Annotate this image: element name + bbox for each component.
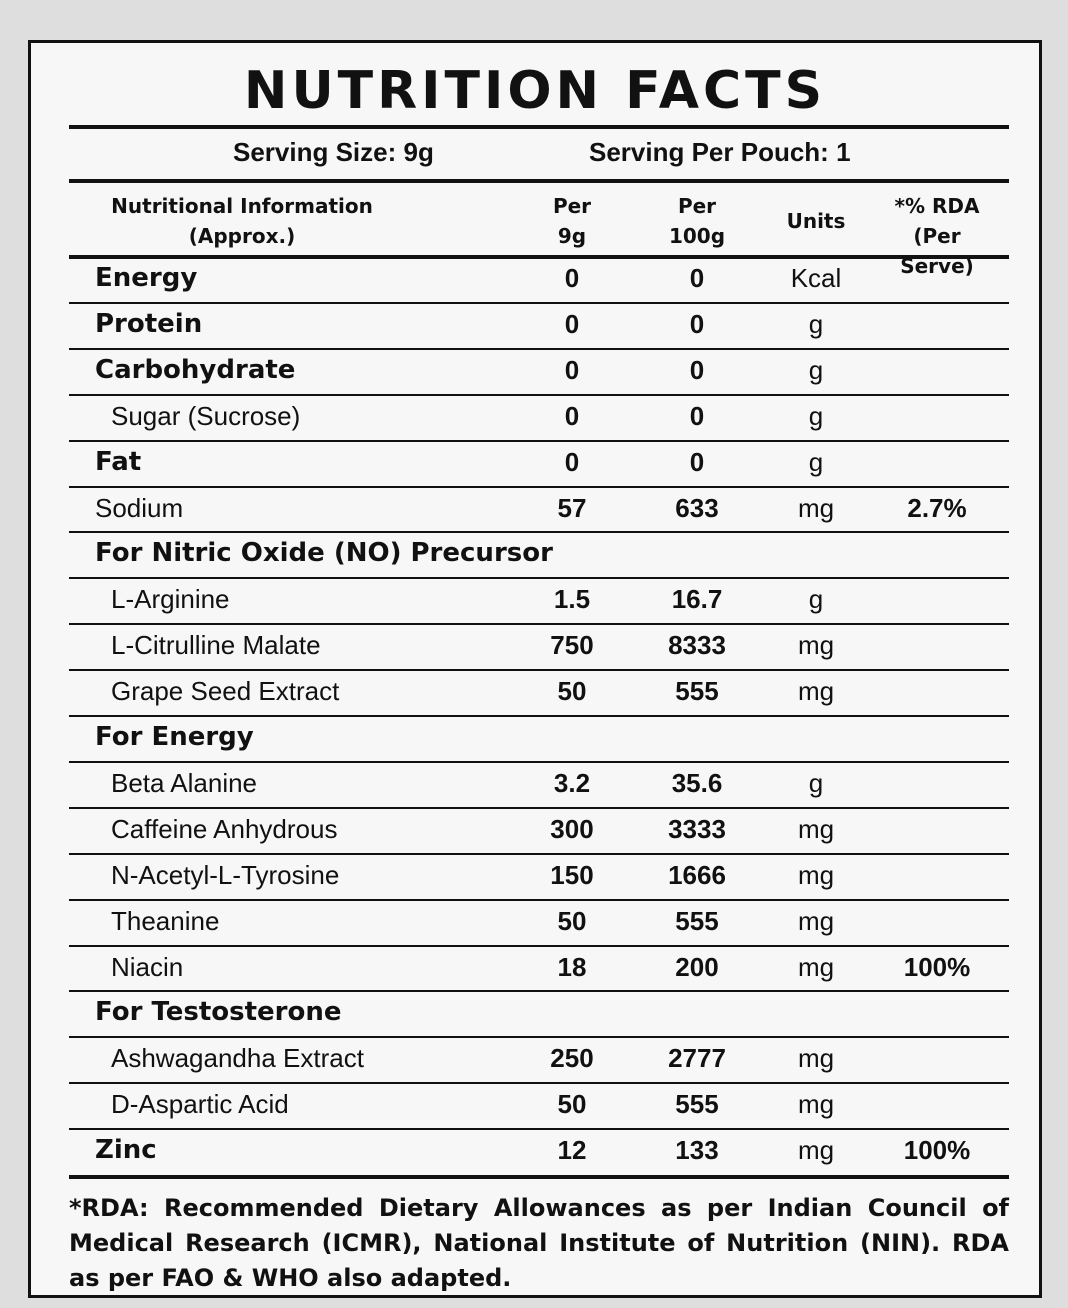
header-label: 9g — [557, 224, 587, 248]
nutrient-name: Fat — [95, 446, 142, 477]
per-100g-value: 3333 — [668, 813, 726, 844]
section-heading-row — [31, 716, 1039, 762]
nutrient-name: Niacin — [111, 951, 184, 982]
table-row — [31, 624, 1039, 670]
table-row — [31, 900, 1039, 946]
nutrient-name: For Nitric Oxide (NO) Precursor — [95, 538, 553, 569]
header-label: Per — [677, 194, 717, 218]
unit-value: mg — [797, 492, 835, 523]
table-row — [31, 1037, 1039, 1083]
nutrient-name: Ashwagandha Extract — [111, 1043, 364, 1074]
unit-value: mg — [797, 951, 835, 982]
nutrient-name: L-Arginine — [111, 584, 230, 615]
per-9g-value: 0 — [564, 354, 580, 385]
header-label: (Per Serve) — [900, 224, 974, 278]
divider — [69, 1175, 1009, 1179]
table-row — [31, 578, 1039, 624]
nutrient-name: Sugar (Sucrose) — [111, 400, 301, 431]
per-100g-value: 555 — [675, 676, 719, 707]
rda-value: 2.7% — [907, 492, 967, 523]
per-100g-value: 1666 — [668, 859, 726, 890]
nutrient-name: Grape Seed Extract — [111, 676, 340, 707]
per-100g-value: 0 — [689, 308, 705, 339]
unit-value: mg — [797, 1043, 835, 1074]
divider — [69, 179, 1009, 183]
per-9g-value: 50 — [557, 905, 587, 936]
per-9g-value: 0 — [564, 263, 580, 293]
per-9g-value: 12 — [557, 1135, 587, 1166]
table-row — [31, 762, 1039, 808]
serving-info — [31, 133, 1039, 173]
per-100g-value: 0 — [689, 446, 705, 477]
header-nutritional-information — [77, 191, 407, 251]
unit-value: mg — [797, 630, 835, 661]
unit-value: g — [808, 308, 824, 339]
nutrient-name: Beta Alanine — [111, 767, 258, 798]
rda-footnote: *RDA: Recommended Dietary Allowances as per Indian Council of Medical Research (ICMR), National Institute of Nutrition (NIN). RDA as per FAO & WHO also adapted. — [69, 1194, 1009, 1292]
per-9g-value: 750 — [550, 630, 594, 661]
per-100g-value: 200 — [675, 951, 719, 982]
per-9g-value: 50 — [557, 676, 587, 707]
header-label: Per — [552, 194, 592, 218]
table-row — [31, 487, 1039, 533]
serving-size: Serving Size: 9g — [233, 137, 434, 167]
per-100g-value: 0 — [689, 263, 705, 293]
table-row — [31, 670, 1039, 716]
header-per-9g — [517, 191, 627, 251]
nutrient-name: N-Acetyl-L-Tyrosine — [111, 859, 340, 890]
section-heading-row — [31, 991, 1039, 1037]
per-100g-value: 555 — [675, 1089, 719, 1120]
table-row — [31, 349, 1039, 395]
per-9g-value: 50 — [557, 1089, 587, 1120]
per-9g-value: 150 — [550, 859, 594, 890]
table-row — [31, 303, 1039, 349]
per-9g-value: 3.2 — [553, 767, 591, 798]
table-row — [31, 257, 1039, 303]
per-100g-value: 555 — [675, 905, 719, 936]
per-100g-value: 16.7 — [671, 584, 723, 615]
header-label: Nutritional Information — [111, 194, 373, 218]
nutrient-name: For Energy — [95, 722, 254, 752]
rda-value: 100% — [903, 1135, 971, 1166]
nutrient-name: Energy — [95, 263, 198, 293]
per-9g-value: 18 — [557, 951, 587, 982]
unit-value: mg — [797, 676, 835, 707]
unit-value: mg — [797, 1135, 835, 1166]
nutrient-name: Sodium — [95, 492, 184, 523]
unit-value: g — [808, 767, 824, 798]
header-label: (Approx.) — [188, 224, 296, 248]
unit-value: Kcal — [790, 263, 842, 293]
unit-value: mg — [797, 1089, 835, 1120]
nutrient-name: D-Aspartic Acid — [111, 1089, 289, 1120]
table-row — [31, 1129, 1039, 1175]
unit-value: g — [808, 354, 824, 385]
per-9g-value: 0 — [564, 308, 580, 339]
per-100g-value: 0 — [689, 400, 705, 431]
panel-title: NUTRITION FACTS — [243, 61, 827, 121]
per-100g-value: 2777 — [668, 1043, 726, 1074]
table-row — [31, 854, 1039, 900]
header-label: 100g — [668, 224, 726, 248]
table-row — [31, 808, 1039, 854]
per-9g-value: 300 — [550, 813, 594, 844]
unit-value: mg — [797, 813, 835, 844]
divider — [69, 125, 1009, 129]
per-100g-value: 133 — [675, 1135, 719, 1166]
serving-per-pouch: Serving Per Pouch: 1 — [589, 137, 851, 167]
nutrient-name: L-Citrulline Malate — [111, 630, 321, 661]
nutrient-name: For Testosterone — [95, 997, 342, 1028]
nutrient-name: Carbohydrate — [95, 354, 296, 385]
per-9g-value: 250 — [550, 1043, 594, 1074]
per-9g-value: 0 — [564, 446, 580, 477]
header-label: *% RDA — [894, 194, 980, 218]
unit-value: g — [808, 446, 824, 477]
header-per-100g — [637, 191, 757, 251]
header-units: Units — [786, 209, 846, 233]
unit-value: mg — [797, 859, 835, 890]
table-row — [31, 441, 1039, 487]
per-9g-value: 0 — [564, 400, 580, 431]
per-9g-value: 1.5 — [553, 584, 591, 615]
unit-value: g — [808, 400, 824, 431]
per-100g-value: 633 — [675, 492, 719, 523]
per-100g-value: 0 — [689, 354, 705, 385]
table-row — [31, 946, 1039, 992]
table-row — [31, 1083, 1039, 1129]
unit-value: g — [808, 584, 824, 615]
nutrient-name: Theanine — [111, 905, 220, 936]
nutrient-name: Protein — [95, 308, 203, 339]
nutrient-name: Zinc — [95, 1135, 157, 1166]
table-row — [31, 395, 1039, 441]
per-9g-value: 57 — [557, 492, 587, 523]
unit-value: mg — [797, 905, 835, 936]
nutrition-facts-panel — [28, 40, 1042, 1298]
per-100g-value: 35.6 — [671, 767, 723, 798]
rda-value: 100% — [903, 951, 971, 982]
section-heading-row — [31, 532, 1039, 578]
nutrient-name: Caffeine Anhydrous — [111, 813, 338, 844]
per-100g-value: 8333 — [668, 630, 726, 661]
